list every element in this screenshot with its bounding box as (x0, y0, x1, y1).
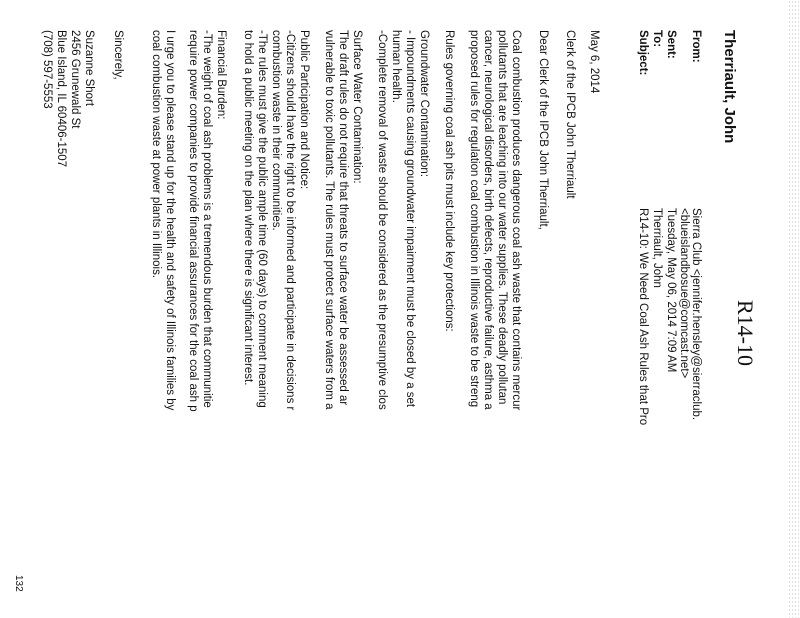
from-value: Sierra Club <jennifer.hensley@sierraclub. (690, 208, 702, 421)
groundwater-heading: Groundwater Contamination: (418, 30, 430, 178)
scan-noise (788, 0, 800, 618)
public-line: combustion waste in their communities. (270, 30, 282, 231)
surface-line: vulnerable to toxic pollutants. The rules must protect surface waters from a (323, 30, 335, 410)
signature-line: 2456 Grunewald St (69, 30, 81, 129)
rules-heading: Rules governing coal ash pits must include key protections: (443, 30, 455, 332)
subject-label: Subject: (637, 30, 649, 76)
financial-heading: Financial Burden: (215, 30, 227, 120)
intro-line: proposed rules for regulation coal combustion in Illinois waste to be streng (468, 30, 480, 408)
letter-date: May 6, 2014 (588, 30, 600, 94)
urge-line: coal combustion waste at power plants in Illinois. (150, 30, 162, 279)
surface-heading: Surface Water Contamination: (351, 30, 363, 184)
subject-value: R14-10: We Need Coal Ash Rules that Pro (637, 208, 649, 426)
signature-line: (708) 597-5553 (41, 30, 53, 109)
sent-label: Sent: (665, 30, 677, 59)
sent-value: Tuesday, May 06, 2014 7:09 AM (665, 208, 677, 373)
groundwater-line: -Complete removal of waste should be considered as the presumptive clos (376, 30, 388, 410)
intro-line: cancer, neurological disorders, birth defects, reproductive failure, asthma a (482, 30, 494, 410)
public-heading: Public Participation and Notice: (298, 30, 310, 190)
financial-line: -The weight of coal ash problems is a tremendous burden that communitie (201, 30, 213, 408)
groundwater-line: - Impoundments causing groundwater impairment must be closed by a set (404, 30, 416, 408)
public-line: to hold a public meeting on the plan where there is significant interest. (242, 30, 254, 386)
groundwater-line: human health. (390, 30, 402, 103)
intro-line: pollutants that are leaching into our water supplies. These deadly pollutan (496, 30, 508, 405)
signature-line: Suzanne Short (83, 30, 95, 107)
public-line: -Citizens should have the right to be informed and participate in decisions r (284, 30, 296, 411)
financial-line: require power companies to provide financial assurances for the coal ash p (187, 30, 199, 412)
closing: Sincerely, (112, 30, 124, 80)
urge-line: I urge you to please stand up for the health and safety of Illinois families by (164, 30, 176, 411)
from-value-email: <blueislandbosue@comcast.net> (678, 208, 690, 379)
sender-name-heading: Therriault, John (721, 30, 738, 144)
from-label: From: (690, 30, 702, 63)
docket-number: R14-10 (733, 300, 758, 366)
intro-line: Coal combustion produces dangerous coal ash waste that contains mercur (510, 30, 522, 411)
to-value: Therriault, John (651, 208, 663, 288)
salutation: Dear Clerk of the IPCB John Therriault, (537, 30, 549, 230)
public-line: -The rules must give the public ample time (60 days) to comment meaning (256, 30, 268, 408)
addressee: Clerk of the IPCB John Therriault (564, 30, 576, 199)
page-number: 132 (13, 575, 24, 592)
surface-line: The draft rules do not require that threats to surface water be assessed ar (337, 30, 349, 406)
to-label: To: (651, 30, 663, 48)
signature-line: Blue Island, IL 60406-1507 (55, 30, 67, 168)
